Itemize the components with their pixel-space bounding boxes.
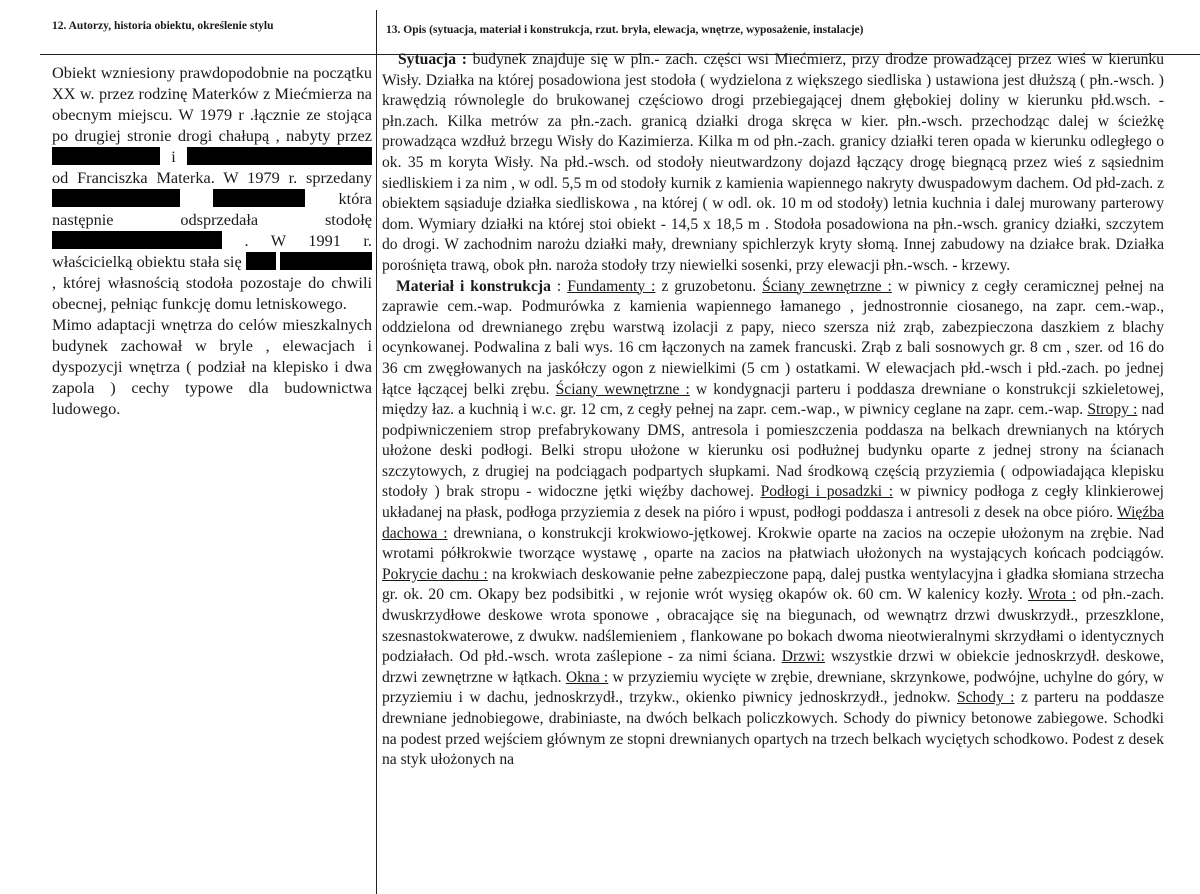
situation-label: Sytuacja : bbox=[398, 51, 467, 68]
interior-walls-text: w kondygnacji parteru i poddasza drewniane o konstrukcji szkieletowej, między łaz. a kuchnią i w.c. gr. 12 cm, z cegły pełnej na zapr. cem.-wap., w piwnicy ceglane na zapr. cem.-wap. bbox=[382, 380, 1165, 419]
history-text: i bbox=[171, 147, 176, 166]
history-text: , której własnością stodoła pozostaje do chwili obecnej, pełniąc funkcję domu letniskowego. bbox=[52, 273, 372, 313]
history-paragraph bbox=[52, 62, 372, 314]
roofing-label: Pokrycie dachu : bbox=[382, 565, 488, 583]
roof-truss-text: drewniana, o konstrukcji krokwiowo-jętkowej. Krokwie oparte na zacios na oczepie ułożonym na zrębie. Nad wrotami półkrokwie tworzące wystawę , oparte na zacios na płatwiach ułożonych na wystających końcach podciągów. bbox=[382, 524, 1164, 563]
gate-text: od płn.-zach. dwuskrzydłowe deskowe wrota sponowe , obracające się na biegunach, od wewnątrz drzwi dwuskrzydł., przeszklone, szesnastokwaterowe, z dwukw. nadślemieniem , flankowane po bokach dwoma nieotwieralnymi skrzydłami o identycznych podziałach. Od płd.-wsch. wrota zaślepione - za nimi ściana. bbox=[382, 586, 1165, 666]
section-13-header: 13. Opis (sytuacja, materiał i konstrukcja, rzut. bryła, elewacja, wnętrze, wyposażenie, instalacje) bbox=[386, 24, 864, 36]
situation-paragraph bbox=[382, 50, 1164, 277]
stairs-label: Schody : bbox=[956, 689, 1015, 707]
material-sep: : bbox=[556, 277, 562, 295]
floors-text: w piwnicy podłoga z cegły klinkierowej układanej na płask, podłoga przyziemia z desek na pióro i wpust, podłogi poddasza i antresoli z desek na obce pióro. bbox=[382, 483, 1164, 522]
redaction-bar bbox=[213, 189, 305, 207]
history-text: która następnie odsprzedała stodołę bbox=[52, 189, 372, 229]
gate-label: Wrota : bbox=[1027, 586, 1077, 604]
history-paragraph: Mimo adaptacji wnętrza do celów mieszkalnych budynek zachował w bryle , elewacjach i dyspozycji wnętrza ( podział na klepisko i dwa zapola ) cechy typowe dla budownictwa ludowego. bbox=[52, 315, 372, 418]
windows-label: Okna : bbox=[565, 668, 609, 686]
history-text: Obiekt wzniesiony prawdopodobnie na początku XX w. przez rodzinę Materków z Miećmierza na obecnym miejscu. W 1979 r .łącznie ze stojąca po drugiej stronie drogi chałupą , nabyty przez bbox=[52, 63, 372, 145]
stairs-text: z parteru na poddasze drewniane jednobiegowe, drabiniaste, na dwóch belkach policzkowych. Schody do piwnicy betonowe zabiegowe. Schodki na podest przed wejściem głównym ze stopni drewnianych opartych na trzech belkach wyciętych schodkowo. Podest z desek na styk ułożonych na bbox=[382, 689, 1165, 769]
material-paragraph bbox=[382, 277, 1164, 771]
material-label: Materiał i konstrukcja bbox=[396, 277, 551, 295]
history-column bbox=[52, 62, 372, 419]
redaction-bar bbox=[187, 147, 372, 165]
ceilings-text: nad podpiwniczeniem strop prefabrykowany DMS, antresola i pomieszczenia poddasza na belkach drewnianych na których ułożone deski podłogi. Belki stropu ułożone w kierunku osi podłużnej budynku oparte z jednej strony na ścianach szczytowych, z drugiej na podciągach podpartych słupkami. Nad środkową częścią przyziemia ( odpowiadająca klepisku stodoły ) brak stropu - widoczne jętki więźby dachowej. bbox=[382, 401, 1165, 501]
doors-text: wszystkie drzwi w obiekcie jednoskrzydł. deskowe, drzwi zewnętrzne w łątkach. bbox=[382, 648, 1164, 686]
redaction-bar bbox=[52, 147, 160, 165]
foundations-text: z gruzobetonu. bbox=[661, 277, 757, 295]
redaction-bar bbox=[52, 231, 222, 249]
column-divider bbox=[376, 10, 377, 894]
exterior-walls-label: Ściany zewnętrzne : bbox=[762, 277, 892, 295]
redaction-bar bbox=[246, 252, 276, 270]
history-text: . W 1991 r. właścicielką obiektu stała się bbox=[52, 231, 372, 271]
redaction-bar bbox=[280, 252, 372, 270]
roofing-text: na krokwiach deskowanie pełne zabezpieczone papą, dalej pustka wentylacyjna i gładka słomiana strzecha gr. ok. 20 cm. Okapy bez podsibitki , w rejonie wrót wysięg okapów ok. 60 cm. W kalenicy kozły. bbox=[382, 565, 1165, 604]
redaction-bar bbox=[52, 189, 180, 207]
interior-walls-label: Ściany wewnętrzne : bbox=[555, 380, 690, 398]
ceilings-label: Stropy : bbox=[1087, 401, 1138, 419]
history-text: od Franciszka Materka. W 1979 r. sprzedany bbox=[52, 168, 372, 187]
situation-text: budynek znajduje się w pln.- zach. części wsi Miećmierz, przy drodze prowadzącej przez wieś w kierunku Wisły. Działka na której posadowiona jest stodoła ( wydzielona z większego siedliska ) ustawiona jest dłuższą ( płn.-wsch. ) krawędzią równolegle do brukowanej częściowo drogi przebiegającej dnem głębokiej doliny w kierunku płd.wsch. - płn.zach. Kilka metrów za płn.-zach. granicą działki droga skręca w kier. płn.-wsch. przechodząc dalej w ścieżkę prowadząca wzdłuż brzegu Wisły do Kazimierza. Kilka m od płn.-zach. granicy działki teren opada w kierunku odległego o ok. 35 m koryta Wisły. Na płd.-wsch. od stodoły nieutwardzony dojazd łączący drogę biegnącą przez wieś z sąsiednim siedliskiem i za nim , w odl. 5,5 m od stodoły kurnik z kamienia wapiennego nakryty dwuspadowym dachem. Od płd-zach. z obiektem sąsiaduje działka siedliskowa , na której ( w odl. ok. 10 m od stodoły) letnia kuchnia i dalej murowany parterowy dom. Wymiary działki na której stoi obiekt - 14,5 x 18,5 m . Stodoła posadowiona na płn.-wsch. granicy działki, szczytem do drogi. W zachodnim narożu działki mały, drewniany spichlerzyk kryty słomą. Innej zabudowy na działce brak. Działka porośnięta trawą, obok płn. naroża stodoły trzy niewielki sosenki, przy elewacji płn.-wsch. - krzewy. bbox=[382, 51, 1164, 274]
description-column bbox=[382, 50, 1164, 771]
foundations-label: Fundamenty : bbox=[567, 277, 656, 295]
roof-truss-label: Więźba dachowa : bbox=[382, 504, 1164, 542]
section-12-header: 12. Autorzy, historia obiektu, określenie stylu bbox=[52, 20, 274, 32]
doors-label: Drzwi: bbox=[781, 648, 826, 666]
windows-text: w przyziemiu wycięte w zrębie, drewniane, skrzynkowe, podwójne, uchylne do góry, w przyziemiu i w dachu, jednoskrzydł., trzykw., okienko piwnicy jednoskrzydł., jednokw. bbox=[382, 668, 1165, 707]
floors-label: Podłogi i posadzki : bbox=[760, 483, 894, 501]
exterior-walls-text: w piwnicy z cegły ceramicznej pełnej na zaprawie cem.-wap. Podmurówka z kamienia wapiennego łamanego , jednostronnie ciosanego, na zapr. cem.-wap., oddzielona od drewnianego zrębu warstwą izolacji z papy, nieco szersza niż zrąb, zabezpieczona daszkiem z blachy ocynkowanej. Podwalina z bali wys. 16 cm łączonych na zamek francuski. Zrąb z bali sosnowych gr. 8 cm , szer. od 16 do 36 cm zwęgłowanych na jaskółczy ogon z niewielkimi (5 cm ) ostatkami. W elewacjach płd.-wsch i płd.-zach. po jednej łątce łączącej belki zrębu. bbox=[382, 277, 1165, 398]
